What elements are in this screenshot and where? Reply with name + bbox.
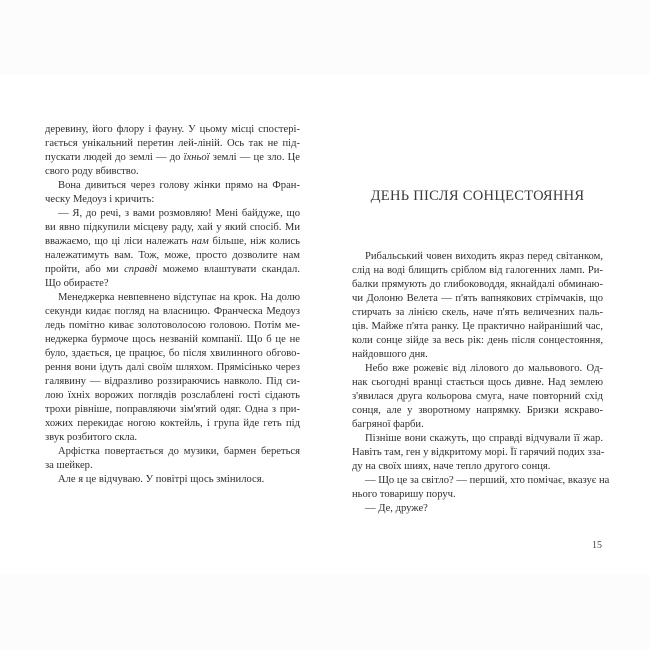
- text-line: Пізніше вони скажуть, що справді відчували її жар.: [365, 433, 603, 444]
- text-line: за шейкер.: [45, 460, 93, 471]
- text-line: неджерка бурмоче щось незваній компанії. Що б це не: [45, 334, 300, 345]
- text-line: [45, 151, 300, 165]
- text-line: нього товаришу поруч.: [352, 489, 456, 500]
- text-line: [45, 263, 300, 277]
- text-line: багряної фарби.: [352, 419, 424, 430]
- text-line: лою їхніх ворожих поглядів розслаблені гості сідають: [45, 390, 300, 401]
- text-line: стирчать за лінією скель, наче п'ять величезних паль-: [352, 307, 603, 318]
- paragraph: [352, 250, 603, 362]
- text-line: звук розбитого скла.: [45, 432, 138, 443]
- text-line: Арфістка повертається до музики, бармен береться: [58, 446, 300, 457]
- text-line: ду на своїх шиях, наче тепло другого сонця.: [352, 461, 551, 472]
- text-line: Менеджерка невпевнено відступає на крок. На долю: [58, 292, 300, 303]
- text-line: галявину — відразливо роззираючись навколо. Під си-: [45, 376, 300, 387]
- text-line: хожих перекидає ногою коктейль, і група йде геть під: [45, 418, 300, 429]
- text-line: гається унікальний перетин лей-ліній. Ось так не під-: [45, 138, 300, 149]
- text-line: свого роду вбивство.: [45, 166, 139, 177]
- text-line: Вона дивиться через голову жінки прямо на Фран-: [58, 180, 300, 191]
- text-line: ви явно підкупили місцеву раду, хай у який спосіб. Ми: [45, 222, 300, 233]
- text-line: балки прямують до глибоководдя, якнайдалі обминаю-: [352, 279, 603, 290]
- right-page-text: [352, 250, 610, 516]
- background-band-bottom: [0, 574, 650, 650]
- left-page-text: [45, 123, 300, 487]
- emphasis-text: справді: [124, 264, 158, 275]
- text-line: деревину, його флору і фауну. У цьому місці спостері-: [45, 124, 300, 135]
- text-segment: пройти, або ми: [45, 264, 125, 275]
- text-line: найдовшого дня.: [352, 349, 428, 360]
- paragraph: [45, 291, 300, 445]
- emphasis-text: їхньої: [183, 152, 210, 163]
- page-number: 15: [592, 540, 602, 551]
- text-line: слід на воді блищить сріблом від галогенних ламп. Ри-: [352, 265, 603, 276]
- paragraph: [45, 179, 300, 207]
- text-line: було, здається, це працює, бо після хвилинного обгово-: [45, 348, 300, 359]
- paragraph: [352, 362, 603, 432]
- text-line: коли сонце зійде за весь рік: день після сонцестояння,: [352, 335, 603, 346]
- text-line: нак сьогодні вранці стається щось дивне. Над землею: [352, 377, 603, 388]
- text-line: — Що це за світло? — перший, хто помічає, вказує на: [365, 475, 610, 486]
- emphasis-text: нам: [191, 236, 209, 247]
- text-line: — Я, до речі, з вами розмовляю! Мені байдуже, що: [58, 208, 300, 219]
- paragraph: [352, 502, 603, 516]
- text-line: Рибальський човен виходить якраз перед світанком,: [365, 251, 603, 262]
- background-band-top: [0, 0, 650, 75]
- text-line: ців. Майже п'ята ранку. Це практично найраніший час,: [352, 321, 603, 332]
- chapter-title: ДЕНЬ ПІСЛЯ СОНЦЕСТОЯННЯ: [370, 188, 585, 205]
- text-line: [45, 235, 300, 249]
- text-line: — Де, друже?: [365, 503, 428, 514]
- text-line: ледь помітно киває золотоволосою головою. Потім ме-: [45, 320, 300, 331]
- text-line: з'явилася друга кольорова смуга, наче повторний схід: [352, 391, 603, 402]
- text-line: належатимуть вам. Тож, може, просто дозволите нам: [45, 250, 300, 261]
- text-segment: можемо влаштувати скандал.: [157, 264, 300, 275]
- text-segment: більше, ніж колись: [208, 236, 301, 247]
- paragraph: [352, 474, 610, 502]
- text-line: рення вони ідуть далі своїм шляхом. Прямісінько через: [45, 362, 300, 373]
- paragraph: [45, 445, 300, 473]
- text-segment: землі — це зло. Це: [209, 152, 301, 163]
- text-line: трохи рівніше, поправляючи зім'ятий одяг. Одна з при-: [45, 404, 300, 415]
- paragraph: [45, 473, 300, 487]
- paragraph: [45, 123, 300, 179]
- text-line: Але я це відчуваю. У повітрі щось змінилося.: [58, 474, 265, 485]
- text-line: Небо вже рожевіє від лілового до мальвового. Од-: [365, 363, 603, 374]
- paragraph: [45, 207, 300, 291]
- paragraph: [352, 432, 603, 474]
- text-line: сонця, але у зворотному напрямку. Бризки яскраво-: [352, 405, 603, 416]
- text-segment: пускати людей до землі — до: [45, 152, 184, 163]
- text-line: ческу Медоуз і кричить:: [45, 194, 155, 205]
- text-line: Що обираєте?: [45, 278, 109, 289]
- text-line: секунди кидає погляд на власницю. Франческа Медоуз: [45, 306, 300, 317]
- text-line: Навіть там, ген у відкритому морі. Її гарячий подих зза-: [352, 447, 605, 458]
- text-line: чи Долоню Велета — п'ять вапнякових стрімчаків, що: [352, 293, 603, 304]
- text-segment: вважаємо, що ці ліси належать: [45, 236, 192, 247]
